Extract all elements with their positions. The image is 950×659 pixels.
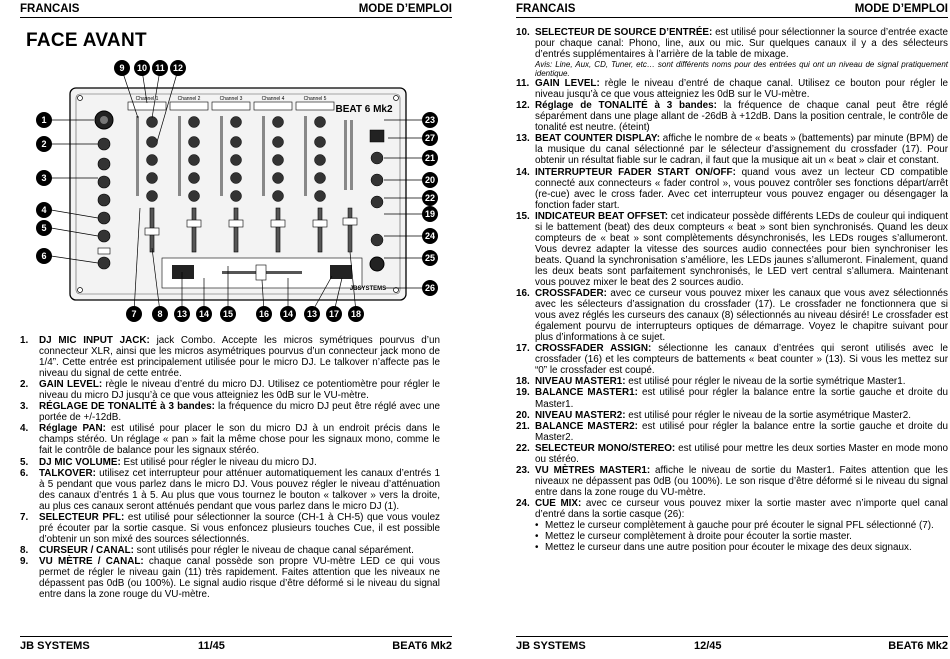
item-number: 19. [516, 387, 530, 399]
list-item [516, 167, 948, 211]
list-item: • Mettez le curseur complètement à gauche pour pré écouter le signal PFL sélectionné (7). [535, 520, 934, 532]
footer-brand: JB SYSTEMS [516, 640, 586, 652]
item-text: est utilisé pour sélectionner la source (CH-1 à CH-5) que vous voulez pré écouter par la sortie casque. Si vous enfoncez plusieurs touches Cue, il est possible d’obtenir un son mixé des sources sélectionnés. [39, 511, 440, 545]
callout-label: 25 [424, 253, 436, 263]
item-text: est utilisé pour sélectionner la source d’entrée exacte pour chaque canal: Phono, line, aux ou mic. Sur quelques canaux il y a des sélecteurs d’entrés supplémentaires à l’arrière de la table de mixage. [535, 27, 948, 61]
header-language: FRANCAIS [516, 3, 576, 15]
callout-label: 13 [306, 309, 318, 319]
channel-strips [128, 102, 334, 110]
item-number: 17. [516, 343, 530, 355]
list-item [20, 423, 440, 456]
item-number: 7. [20, 511, 29, 523]
bullet-text: Mettez le curseur complètement à droite pour écouter la sortie master. [545, 531, 852, 543]
callout-label: 17 [328, 309, 340, 319]
callout-label: 12 [172, 63, 184, 73]
callout-label: 23 [424, 115, 436, 125]
list-item [20, 457, 440, 468]
callout-label: 1 [41, 115, 47, 125]
list-item [20, 335, 440, 379]
callout-label: 16 [258, 309, 270, 319]
list-item [516, 288, 948, 343]
feature-list [20, 335, 440, 600]
list-item [516, 211, 948, 288]
callout-label: 20 [424, 175, 436, 185]
item-heading: DJ MIC INPUT JACK: [39, 335, 150, 346]
item-text: chaque canal possède son propre VU-mètre LED ce qui vous permet de régler le niveau gain (11) très rapidement. Faites attention que les niveaux ne dépassent pas 0dB (ou 100%). Le signal audio risque d’être déformé si le niveau du signal entre dans la zone rouge du VU-mètre. [39, 555, 440, 601]
item-text: est utilisé pour mettre les deux sorties Master en mode mono ou stéréo. [535, 442, 949, 465]
callout-label: 4 [41, 205, 47, 215]
page-header [516, 2, 948, 18]
item-number: 13. [516, 133, 530, 145]
callout-label: 22 [424, 193, 436, 203]
channel-label: Channel 2 [177, 96, 201, 102]
item-heading: SELECTEUR PFL: [39, 511, 125, 523]
callout-label: 14 [198, 309, 210, 319]
list-item [516, 78, 948, 100]
brand-logo: BEAT 6 Mk2 [335, 104, 393, 115]
footer-model: BEAT6 Mk2 [392, 640, 452, 652]
list-item [516, 387, 948, 409]
callout-label: 3 [41, 173, 47, 183]
item-number: 2. [20, 379, 29, 391]
cue-mix-options [535, 520, 948, 553]
callout-label: 21 [424, 153, 436, 163]
item-heading: CROSSFADER ASSIGN: [535, 343, 652, 355]
item-heading: RÉGLAGE DE TONALITÉ à 3 bandes: [39, 401, 215, 413]
list-item: • Mettez le curseur complètement à droite pour écouter la sortie master. [535, 531, 852, 543]
list-item [516, 410, 948, 421]
callout-label: 10 [136, 63, 148, 73]
item-number: 12. [516, 100, 530, 112]
item-text: jack Combo. Accepte les micros symétriques pourvus d’un connecteur XLR, ainsi que les micros asymétriques pourvus d’un connecteur jack mono de 1/4”. Cette entrée est principalement utilisée pour le micro DJ. Le talkover n’affecte pas le niveau du signal de cette entrée. [39, 335, 440, 380]
item-text: est utilisé pour placer le son du micro DJ à un endroit précis dans le champs stéréo. Un réglage « pan » fait la même chose pour les signaux mono, comme le fait le contrôle de balance pour les signaux stéréo. [39, 423, 441, 457]
item-number: 5. [20, 456, 29, 468]
item-text: est utilisé pour régler la balance entre la sortie gauche et droite du Master2. [535, 420, 948, 443]
item-text: avec ce curseur vous pouvez mixer les canaux que vous avez sélectionnés avec les sélecteurs d’assignation du crossfader (17). Le crossfader ne fonctionnera que si vous avez réglés les curseurs des canaux (8) sélectionnés au niveau désiré! Le crossfader est également pourvu de interrupteurs optiques de démarrage. Voyez le chapitre suivant pour plus d’informations à ce sujet. [535, 288, 948, 344]
item-heading: DJ MIC VOLUME: [39, 456, 121, 468]
item-text: la fréquence du micro DJ peut être réglé avec une portée de +/-12dB. [39, 401, 440, 424]
item-number: 18. [516, 376, 530, 388]
item-heading: BALANCE MASTER2: [535, 420, 638, 432]
item-number: 20. [516, 409, 530, 421]
item-text: affiche le niveau de sortie du Master1. Faites attention que les niveaux ne dépassent pas 0dB (ou 100%). Le son risque d’être déformé si le niveau du signal entre dans la zone rouge du VU-mètre. [535, 464, 948, 498]
item-text: cet indicateur possède différents LEDs de couleur qui indiquent si le battement (beat) des deux compteurs « beat » sont bien synchronisés. Quand les deux compteurs de « beat » sont complètements désynchronisés, les LEDs rouges s’allumeront. Vous devrez adapter la vitesse des sources audio connectées pour bien synchroniser les beats. Quand la synchronisation s’améliore, les LEDs jaunes s’allumeront. Finalement, quand les deux beats sont parfaitement synchronisés, le LED vert central s’allumera. Maintenant vous pouvez mixer le beat des 2 sources audio. [535, 210, 948, 288]
list-item [516, 376, 948, 387]
item-heading: Réglage de TONALITÉ à 3 bandes: [535, 100, 717, 112]
page-title: FACE AVANT [26, 30, 147, 51]
page-footer [20, 636, 452, 654]
item-text: sélectionne les canaux d’entrées qui seront utilisés avec le crossfader (16) et les compteurs de battements « beat counter » (13). Si vous les mettez sur “0” le crossfader est coupé. [535, 343, 948, 377]
item-note: Avis: Line, Aux, CD, Tuner, etc… sont différents noms pour des entrées qui ont un niveau de signal pratiquement identique. [535, 60, 948, 79]
footer-brand: JB SYSTEMS [20, 640, 90, 652]
list-item [516, 100, 948, 133]
item-number: 8. [20, 544, 29, 556]
callout-label: 13 [176, 309, 188, 319]
item-heading: NIVEAU MASTER2: [535, 409, 626, 421]
item-text: règle le niveau d’entré de chaque canal. Utilisez ce bouton pour régler le niveau jusqu’à ce que vous atteigniez les 0dB sur le VU-mètre. [535, 78, 948, 101]
header-section: MODE D’EMPLOI [854, 3, 948, 15]
item-number: 4. [20, 423, 29, 435]
item-heading: CUE MIX: [535, 497, 582, 509]
item-heading: VU MÈTRES MASTER1: [535, 464, 651, 476]
item-text: sont utilisés pour régler le niveau de chaque canal séparément. [133, 544, 414, 556]
item-text: avec ce curseur vous pouvez mixer la sortie master avec n’importe quel canal d’entré dans la sortie casque (26): [535, 497, 948, 520]
item-heading: VU MÈTRE / CANAL: [39, 555, 144, 567]
list-item [20, 401, 440, 423]
item-number: 16. [516, 288, 530, 300]
item-heading: BEAT COUNTER DISPLAY: [535, 133, 660, 145]
item-text: règle le niveau d’entré du micro DJ. Utilisez ce potentiomètre pour régler le niveau du micro DJ jusqu’à ce que vous atteigniez les 0dB sur le VU-mètre. [39, 379, 440, 402]
item-number: 6. [20, 467, 29, 479]
item-heading: NIVEAU MASTER1: [535, 376, 626, 388]
callout-label: 7 [131, 309, 137, 319]
item-text: Est utilisé pour régler le niveau du micro DJ. [120, 456, 317, 468]
list-item [20, 556, 440, 600]
mixer-front-panel-figure [32, 58, 436, 328]
callout-label: 9 [119, 63, 125, 73]
left-page [20, 0, 452, 659]
channel-label: Channel 1 [135, 96, 159, 102]
page-footer [516, 636, 948, 654]
list-item [516, 465, 948, 498]
list-item [20, 379, 440, 401]
item-number: 1. [20, 335, 29, 346]
feature-list [516, 27, 948, 553]
item-heading: BALANCE MASTER1: [535, 387, 638, 399]
right-page [516, 0, 948, 659]
page-header [20, 2, 452, 18]
item-heading: INTERRUPTEUR FADER START ON/OFF: [535, 166, 736, 178]
item-text: est utilisé pour régler la balance entre la sortie gauche et droite du Master1. [535, 387, 948, 410]
item-number: 22. [516, 442, 530, 454]
item-heading: CURSEUR / CANAL: [39, 544, 134, 556]
item-heading: GAIN LEVEL: [39, 379, 103, 391]
item-text: est utilisé pour régler le niveau de la sortie asymétrique Master2. [625, 409, 911, 421]
list-item [20, 545, 440, 556]
item-text: est utilisé pour régler le niveau de la sortie symétrique Master1. [625, 376, 906, 388]
callout-label: 24 [424, 231, 436, 241]
item-number: 21. [516, 420, 530, 432]
item-number: 3. [20, 401, 29, 413]
callout-label: 26 [424, 283, 436, 293]
list-item [516, 133, 948, 166]
list-item [516, 27, 948, 78]
item-number: 11. [516, 78, 530, 90]
callout-label: 2 [41, 139, 47, 149]
list-item: • Mettez le curseur dans une autre position pour écouter le mixage des deux signaux. [535, 542, 912, 554]
list-item [516, 343, 948, 376]
item-heading: INDICATEUR BEAT OFFSET: [535, 210, 669, 222]
channel-label: Channel 5 [303, 96, 327, 102]
list-item [516, 443, 948, 465]
item-number: 10. [516, 27, 530, 38]
item-heading: GAIN LEVEL: [535, 78, 600, 90]
item-heading: SELECTEUR MONO/STEREO: [535, 442, 676, 454]
callout-label: 8 [157, 309, 163, 319]
callout-label: 18 [350, 309, 362, 319]
item-number: 15. [516, 210, 530, 222]
item-heading: TALKOVER: [39, 467, 96, 479]
callout-label: 6 [41, 251, 47, 261]
bullet-text: Mettez le curseur complètement à gauche pour pré écouter le signal PFL sélectionné (7). [545, 520, 934, 532]
channel-label: Channel 4 [261, 96, 285, 102]
callout-label: 27 [424, 133, 436, 143]
footer-model: BEAT6 Mk2 [888, 640, 948, 652]
list-item [20, 468, 440, 512]
item-text: affiche le nombre de « beats » (battements) par minute (BPM) de la musique du canal sélectionné par le sélecteur d’assignement du crossfader (17). Pour obtenir un résultat fiable sur le cadran, il faut que la musique ait un « beat » clair et constant. [535, 133, 948, 167]
callout-label: 5 [41, 223, 47, 233]
list-item [20, 512, 440, 545]
callout-label: 14 [282, 309, 294, 319]
item-number: 14. [516, 166, 530, 178]
header-section: MODE D’EMPLOI [358, 3, 452, 15]
channel-label: Channel 3 [219, 96, 243, 102]
page-number: 12/45 [694, 640, 722, 652]
callout-label: 19 [424, 209, 436, 219]
maker-logo: JBSYSTEMS [349, 286, 387, 292]
item-heading: Réglage PAN: [39, 423, 106, 435]
list-item [516, 498, 948, 553]
item-heading: CROSSFADER: [535, 288, 607, 300]
callout-label: 11 [155, 63, 165, 73]
header-language: FRANCAIS [20, 3, 80, 15]
callout-label: 15 [222, 309, 234, 319]
list-item [516, 421, 948, 443]
item-text: la fréquence de chaque canal peut être réglé séparément dans une plage allant de -26dB à +12dB. Dans la position centrale, le contrôle de tonalité est neutre. (éteint) [535, 100, 948, 134]
item-number: 23. [516, 464, 530, 476]
item-heading: SELECTEUR DE SOURCE D’ENTRÉE: [535, 27, 713, 38]
page-number: 11/45 [198, 640, 225, 652]
item-number: 24. [516, 497, 530, 509]
item-text: utilisez cet interrupteur pour atténuer automatiquement les canaux d’entrés 1 à 5 pendant que vous parlez dans le micro DJ. Vous pouvez régler le niveau d’atténuation des canaux d’entrés 1 à 5. Au plus que vous tournez le bouton « talkover » vers la droite, au plus ces canaux seront atténués pendant que vous parlez dans le micro DJ (1). [39, 467, 440, 512]
item-text: quand vous avez un lecteur CD compatible connecté aux connecteurs « fader control », vous pouvez contrôler ses fonctions départ/arrêt (re-cue) avec le cross fader. Avec cet interrupteur vous pouvez engager ou désengager la fonction fader start. [535, 166, 948, 211]
bullet-text: Mettez le curseur dans une autre position pour écouter le mixage des deux signaux. [545, 542, 912, 554]
item-number: 9. [20, 555, 29, 567]
